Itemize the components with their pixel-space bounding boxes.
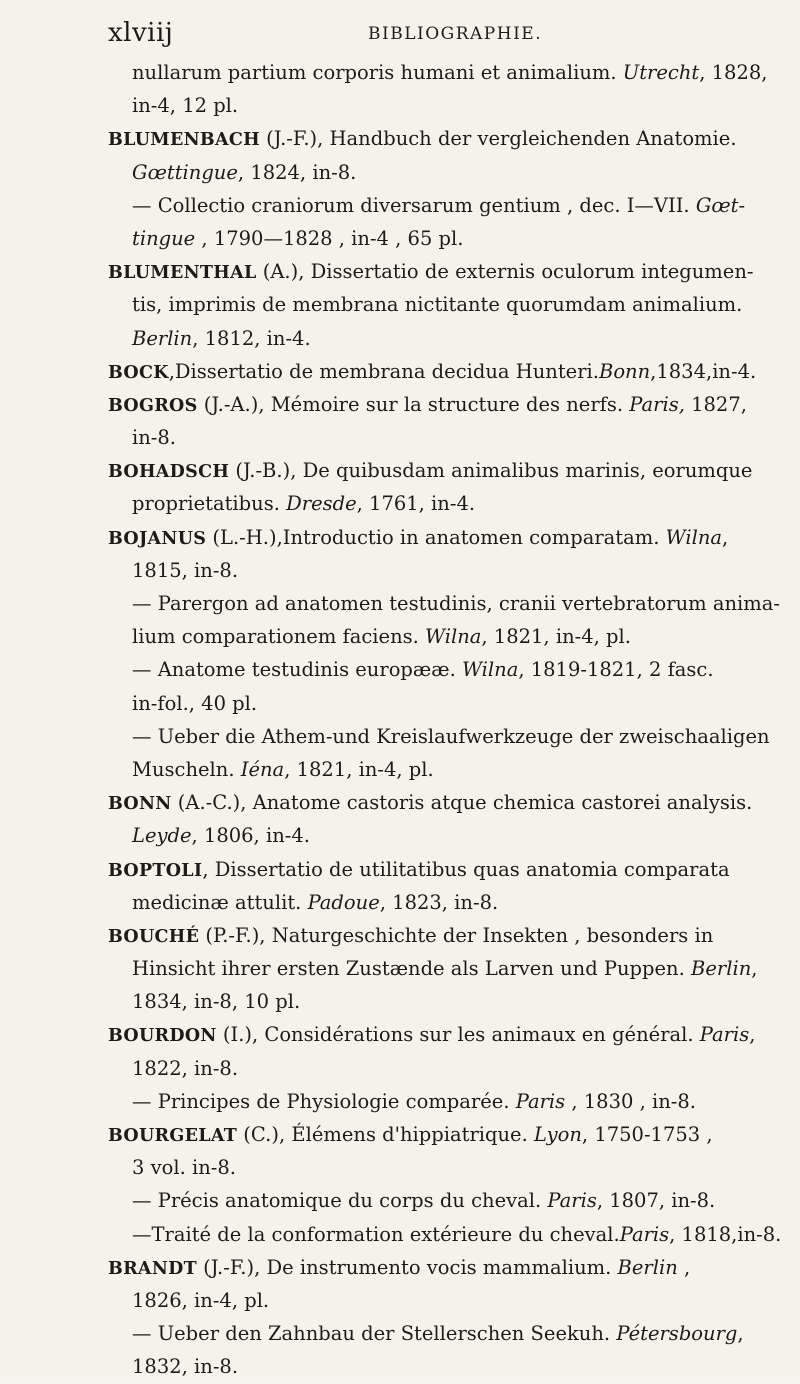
entry-text: (P.-F.), Naturgeschichte der Insekten , besonders in — [199, 923, 714, 947]
author-name: BOUCHÉ — [108, 926, 200, 947]
entry-text: , 1750-1753 , — [581, 1123, 713, 1146]
entry-text: — Ueber den Zahnbau der Stellerschen Seekuh. — [132, 1322, 617, 1346]
bibliography-line — [108, 122, 768, 155]
bibliography-line — [108, 421, 768, 454]
author-name: BOPTOLI — [108, 860, 203, 881]
publication-place: Wilna — [665, 525, 722, 549]
entry-text: — Collectio craniorum diversarum gentium , dec. I—VII. — [132, 193, 696, 217]
bibliography-line — [108, 554, 768, 587]
bibliography-line — [108, 189, 768, 222]
bibliography-line — [108, 288, 768, 321]
author-name: BOJANUS — [108, 528, 207, 549]
entry-text: in-fol., 40 pl. — [132, 691, 258, 715]
entry-text: 1827, — [684, 392, 747, 416]
author-name: BOURDON — [108, 1026, 217, 1047]
entry-text: 3 vol. in-8. — [132, 1156, 236, 1180]
entry-text: , — [722, 525, 729, 549]
entry-text: — Précis anatomique du corps du cheval. — [132, 1189, 548, 1213]
bibliography-line — [108, 388, 768, 421]
running-head: BIBLIOGRAPHIE. — [368, 24, 543, 44]
bibliography-line — [108, 819, 768, 852]
publication-place: Lyon — [534, 1123, 582, 1146]
entry-text: 1832, in-8. — [132, 1355, 239, 1379]
bibliography-line — [108, 322, 768, 355]
publication-place: tingue — [132, 226, 196, 250]
bibliography-line — [108, 1052, 768, 1085]
entry-text: Hinsicht ihrer ersten Zustænde als Larven und Puppen. — [132, 957, 692, 981]
publication-place: Iéna — [240, 757, 285, 781]
entry-text: , — [737, 1322, 744, 1346]
publication-place: Berlin — [132, 326, 193, 350]
entry-text: (L.-H.),Introductio in anatomen comparatam. — [206, 525, 666, 549]
author-name: BOURGELAT — [108, 1126, 238, 1146]
entry-text: , — [749, 1023, 756, 1047]
entry-text: 1815, in-8. — [132, 558, 239, 582]
bibliography-line — [108, 853, 768, 886]
entry-text: 1822, in-8. — [132, 1056, 239, 1080]
entry-text: tis, imprimis de membrana nictitante quorumdam animalium. — [132, 293, 743, 317]
bibliography-line — [108, 222, 768, 255]
bibliography-line — [108, 886, 768, 919]
publication-place: Paris, — [629, 392, 685, 416]
entry-text: medicinæ attulit. — [132, 890, 308, 914]
entry-text: proprietatibus. — [132, 492, 287, 516]
publication-place: Pétersbourg — [616, 1322, 738, 1346]
publication-place: Paris — [515, 1089, 566, 1113]
bibliography-line — [108, 156, 768, 189]
entry-text: in-4, 12 pl. — [132, 94, 239, 118]
entry-text: , — [751, 957, 758, 981]
entry-text: , 1828, — [699, 61, 768, 84]
publication-place: Padoue — [307, 890, 380, 914]
bibliography-line — [108, 720, 768, 753]
publication-place: Berlin — [691, 957, 752, 981]
author-name: BLUMENBACH — [108, 130, 260, 151]
bibliography-line — [108, 355, 768, 388]
entry-text: , 1818,in-8. — [669, 1222, 782, 1246]
entry-text: — Ueber die Athem-und Kreislaufwerkzeuge der zweischaaligen — [132, 724, 770, 748]
entry-text: 1826, in-4, pl. — [132, 1288, 270, 1312]
bibliography-list — [108, 56, 782, 1384]
entry-text: , 1821, in-4, pl. — [284, 757, 434, 781]
entry-text: , 1823, in-8. — [379, 890, 499, 914]
author-name: BRANDT — [108, 1258, 197, 1279]
bibliography-line — [108, 653, 768, 686]
bibliography-line — [108, 753, 768, 786]
entry-text: , 1806, in-4. — [191, 824, 310, 848]
publication-place: Dresde — [286, 492, 357, 516]
publication-place: Wilna — [461, 658, 519, 682]
bibliography-line — [108, 1350, 768, 1383]
entry-text: , 1819-1821, 2 fasc. — [518, 658, 714, 682]
bibliography-line — [108, 687, 768, 720]
bibliography-line — [108, 1218, 782, 1251]
entry-text: 1834, in-8, 10 pl. — [132, 990, 301, 1014]
entry-text: , 1824, in-8. — [237, 160, 357, 184]
bibliography-line — [108, 1251, 768, 1284]
entry-text: , 1790—1828 , in-4 , 65 pl. — [195, 226, 464, 250]
author-name: BOCK — [108, 362, 169, 383]
bibliography-line — [108, 56, 768, 89]
bibliography-line — [108, 620, 768, 653]
entry-text: , 1807, in-8. — [596, 1189, 716, 1213]
entry-text: (J.-B.), De quibusdam animalibus marinis, eorumque — [229, 459, 753, 483]
publication-place: Paris — [619, 1222, 670, 1246]
entry-text: , 1812, in-4. — [192, 326, 311, 350]
bibliography-line — [108, 786, 768, 819]
entry-text: , 1761, in-4. — [356, 492, 476, 516]
bibliography-line — [108, 1284, 768, 1317]
entry-text: (A.-C.), Anatome castoris atque chemica castorei analysis. — [171, 791, 753, 815]
bibliography-line — [108, 521, 768, 554]
page-number: xlviij — [108, 18, 174, 48]
author-name: BOHADSCH — [108, 462, 230, 483]
bibliography-line — [108, 1317, 768, 1350]
entry-text: Muscheln. — [132, 757, 241, 781]
bibliography-line — [108, 985, 768, 1018]
entry-text: lium comparationem faciens. — [132, 625, 426, 649]
entry-text: nullarum partium corporis humani et animalium. — [132, 61, 623, 84]
entry-text: in-8. — [132, 426, 176, 450]
entry-text: (C.), Élémens d'hippiatrique. — [237, 1123, 534, 1146]
bibliography-line — [108, 255, 768, 288]
entry-text: (J.-A.), Mémoire sur la structure des nerfs. — [197, 392, 630, 416]
bibliography-line — [108, 919, 768, 952]
entry-text: , 1830 , in-8. — [565, 1089, 696, 1113]
author-name: BLUMENTHAL — [108, 263, 257, 284]
bibliography-line — [108, 952, 768, 985]
bibliography-line — [108, 1184, 768, 1217]
entry-text: (J.-F.), Handbuch der vergleichenden Anatomie. — [259, 127, 737, 151]
entry-text: , — [677, 1255, 691, 1279]
publication-place: Gœt- — [695, 193, 746, 217]
bibliography-line — [108, 89, 768, 122]
publication-place: Paris — [547, 1189, 597, 1213]
publication-place: Wilna — [425, 625, 482, 649]
bibliography-line — [108, 1118, 768, 1151]
entry-text: (A.), Dissertatio de externis oculorum integumen- — [256, 260, 754, 284]
entry-text: — Anatome testudinis europææ. — [132, 658, 462, 682]
entry-text: —Traité de la conformation extérieure du cheval. — [132, 1222, 620, 1246]
author-name: BOGROS — [108, 395, 198, 416]
publication-place: Bonn — [598, 359, 651, 383]
author-name: BONN — [108, 794, 172, 815]
entry-text: (J.-F.), De instrumento vocis mammalium. — [196, 1255, 618, 1279]
bibliography-line — [108, 1085, 768, 1118]
entry-text: ,1834,in-4. — [650, 359, 757, 383]
bibliography-line — [108, 1018, 768, 1051]
publication-place: Leyde — [132, 824, 192, 848]
entry-text: , 1821, in-4, pl. — [481, 625, 631, 649]
publication-place: Paris — [699, 1023, 750, 1047]
entry-text: — Parergon ad anatomen testudinis, cranii vertebratorum anima- — [132, 592, 780, 615]
entry-text: ,Dissertatio de membrana decidua Hunteri. — [168, 359, 599, 383]
publication-place: Utrecht — [622, 61, 700, 84]
publication-place: Berlin — [617, 1255, 678, 1279]
entry-text: , Dissertatio de utilitatibus quas anatomia comparata — [202, 857, 730, 881]
publication-place: Gœttingue — [132, 160, 238, 184]
bibliography-line — [108, 454, 768, 487]
entry-text: (I.), Considérations sur les animaux en général. — [216, 1023, 700, 1047]
entry-text: — Principes de Physiologie comparée. — [132, 1089, 516, 1113]
bibliography-line — [108, 587, 780, 620]
bibliography-line — [108, 1151, 768, 1184]
page-header — [108, 18, 708, 54]
bibliography-line — [108, 487, 768, 520]
